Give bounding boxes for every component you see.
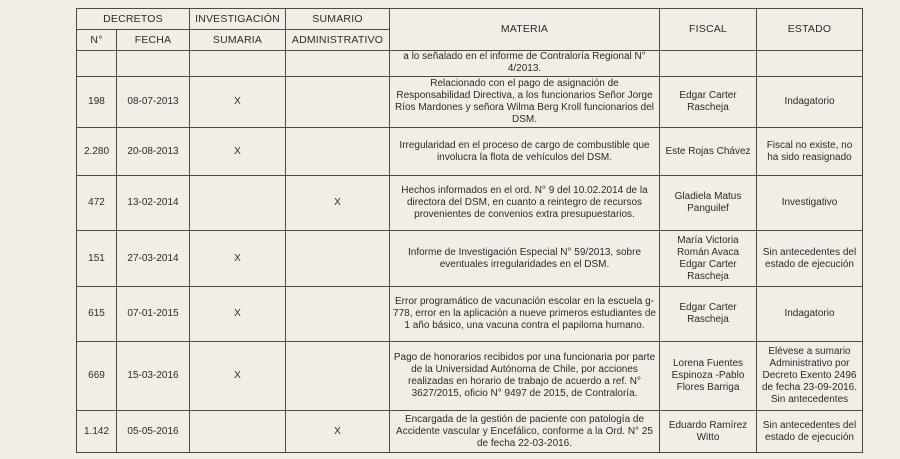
cell-fecha: 15-03-2016 (117, 342, 190, 411)
cell-estado: Elévese a sumario Administrativo por Decreto Exento 2496 de fecha 23-09-2016. Sin antecedentes (757, 342, 863, 411)
header-decretos: DECRETOS (77, 9, 190, 30)
header-fecha: FECHA (117, 29, 190, 50)
cell-fiscal (660, 50, 757, 76)
cell-materia: a lo señalado en el informe de Contraloría Regional N° 4/2013. (390, 50, 660, 76)
cell-investigacion (190, 176, 286, 231)
cell-materia: Hechos informados en el ord. N° 9 del 10.02.2014 de la directora del DSM, en cuanto a reintegro de recursos provenientes de convenios extra presupuestarios. (390, 176, 660, 231)
cell-fiscal: Gladiela Matus Panguilef (660, 176, 757, 231)
cell-fecha: 05-05-2016 (117, 411, 190, 453)
cell-numero: 1.142 (77, 411, 117, 453)
cell-sumario (286, 342, 390, 411)
cell-fiscal: Este Rojas Chávez (660, 128, 757, 176)
cell-numero: 151 (77, 231, 117, 286)
cell-numero: 615 (77, 286, 117, 341)
cell-sumario (286, 76, 390, 127)
cell-sumario (286, 50, 390, 76)
header-investigacion: INVESTIGACIÓN (190, 9, 286, 30)
cell-sumario: X (286, 176, 390, 231)
cell-fecha: 07-01-2015 (117, 286, 190, 341)
cell-estado: Indagatorio (757, 76, 863, 127)
header-fiscal: FISCAL (660, 9, 757, 51)
cell-sumario (286, 286, 390, 341)
table-row (77, 342, 863, 411)
cell-materia: Pago de honorarios recibidos por una funcionaria por parte de la Universidad Autónoma de Chile, por acciones realizadas en horario de trabajo de acuerdo a ref. N° 3627/2015, oficio N° 9497 de 2015, de Contraloría. (390, 342, 660, 411)
cell-materia: Relacionado con el pago de asignación de Responsabilidad Directiva, a los funcionarios Señor Jorge Ríos Mardones y señora Wilma Berg Kroll funcionarios del DSM. (390, 76, 660, 127)
cell-investigacion: X (190, 342, 286, 411)
table-row (77, 128, 863, 176)
cell-estado: Sin antecedentes del estado de ejecución (757, 411, 863, 453)
table-row (77, 286, 863, 341)
cell-sumario (286, 128, 390, 176)
cell-estado: Indagatorio (757, 286, 863, 341)
cell-fiscal: Eduardo Ramírez Witto (660, 411, 757, 453)
cell-fecha (117, 50, 190, 76)
cell-estado: Fiscal no existe, no ha sido reasignado (757, 128, 863, 176)
cell-numero: 198 (77, 76, 117, 127)
header-materia: MATERIA (390, 9, 660, 51)
header-numero: N° (77, 29, 117, 50)
cell-fiscal: María Victoria Román Avaca Edgar Carter Rascheja (660, 231, 757, 286)
cell-fecha: 27-03-2014 (117, 231, 190, 286)
cell-materia: Encargada de la gestión de paciente con patología de Accidente vascular y Encefálico, conforme a la Ord. N° 25 de fecha 22-03-2016. (390, 411, 660, 453)
header-administrativo: ADMINISTRATIVO (286, 29, 390, 50)
cell-estado: Investigativo (757, 176, 863, 231)
cell-materia: Irregularidad en el proceso de cargo de combustible que involucra la flota de vehículos del DSM. (390, 128, 660, 176)
cell-investigacion: X (190, 231, 286, 286)
table-row (77, 76, 863, 127)
table-row (77, 50, 863, 76)
cell-numero (77, 50, 117, 76)
header-row-1 (77, 9, 863, 30)
cell-materia: Error programático de vacunación escolar en la escuela g-778, error en la aplicación a nueve primeros estudiantes de 1 año básico, una vacuna contra el papiloma humano. (390, 286, 660, 341)
cell-fecha: 20-08-2013 (117, 128, 190, 176)
cell-investigacion (190, 411, 286, 453)
cell-investigacion: X (190, 76, 286, 127)
header-sumario: SUMARIO (286, 9, 390, 30)
cell-sumario: X (286, 411, 390, 453)
cell-numero: 2.280 (77, 128, 117, 176)
cell-estado (757, 50, 863, 76)
cell-fecha: 13-02-2014 (117, 176, 190, 231)
cell-fiscal: Lorena Fuentes Espinoza -Pablo Flores Barriga (660, 342, 757, 411)
cell-numero: 472 (77, 176, 117, 231)
table-row (77, 411, 863, 453)
cell-sumario (286, 231, 390, 286)
table-row (77, 176, 863, 231)
decretos-table (76, 8, 863, 453)
cell-fecha: 08-07-2013 (117, 76, 190, 127)
cell-estado: Sin antecedentes del estado de ejecución (757, 231, 863, 286)
header-sumaria: SUMARIA (190, 29, 286, 50)
cell-investigacion: X (190, 128, 286, 176)
cell-numero: 669 (77, 342, 117, 411)
cell-fiscal: Edgar Carter Rascheja (660, 286, 757, 341)
cell-investigacion (190, 50, 286, 76)
header-estado: ESTADO (757, 9, 863, 51)
cell-investigacion: X (190, 286, 286, 341)
table-row (77, 231, 863, 286)
cell-materia: Informe de Investigación Especial N° 59/2013, sobre eventuales irregularidades en el DSM. (390, 231, 660, 286)
cell-fiscal: Edgar Carter Rascheja (660, 76, 757, 127)
